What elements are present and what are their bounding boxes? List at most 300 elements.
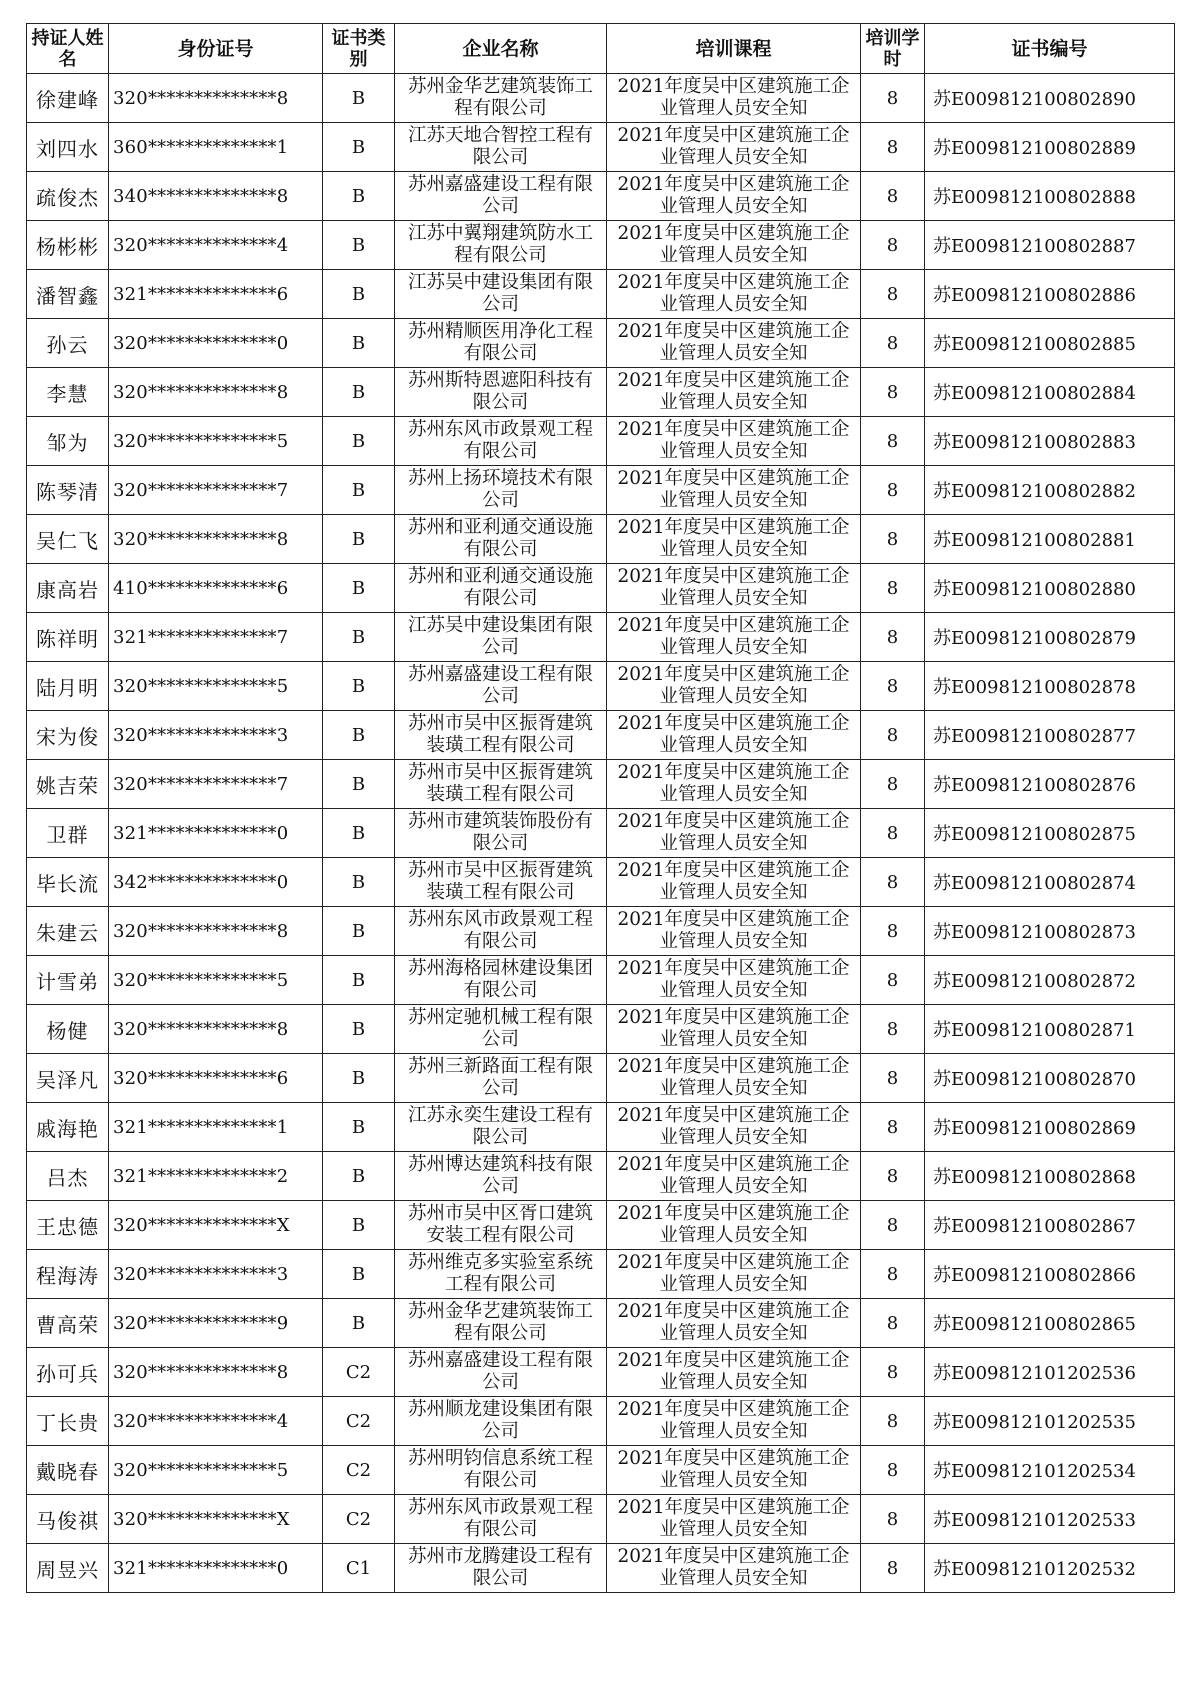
table-row <box>27 1544 1175 1593</box>
company-name-cell <box>395 711 607 760</box>
id-number: 320**************0 <box>113 332 289 354</box>
company-name: 江苏永奕生建设工程有限公司 <box>407 1105 593 1148</box>
id-number: 321**************2 <box>113 1165 289 1187</box>
certificate-type-cell <box>323 172 395 221</box>
holder-name: 周昱兴 <box>36 1557 99 1582</box>
certificate-type-cell <box>323 613 395 662</box>
id-number-cell <box>109 564 323 613</box>
company-name: 苏州顺龙建设集团有限公司 <box>407 1399 593 1442</box>
holder-name: 王忠德 <box>36 1214 99 1239</box>
id-number: 320**************X <box>113 1508 290 1530</box>
certificate-number-cell <box>925 1544 1175 1593</box>
company-name-cell <box>395 1348 607 1397</box>
id-number-cell <box>109 270 323 319</box>
certificate-number-cell <box>925 858 1175 907</box>
holder-name: 疏俊杰 <box>36 185 99 210</box>
holder-name: 朱建云 <box>36 920 99 945</box>
holder-name: 潘智鑫 <box>36 283 99 308</box>
id-number-cell <box>109 123 323 172</box>
certificate-type-cell <box>323 221 395 270</box>
certificate-type-cell <box>323 711 395 760</box>
certificate-number: 苏E009812100802888 <box>933 187 1136 208</box>
training-hours: 8 <box>886 1361 899 1383</box>
table-row <box>27 270 1175 319</box>
holder-name: 陈祥明 <box>36 626 99 651</box>
company-name: 苏州市吴中区振胥建筑装璜工程有限公司 <box>407 762 593 805</box>
holder-name: 计雪弟 <box>36 969 99 994</box>
certificate-number: 苏E009812101202532 <box>933 1559 1136 1580</box>
training-hours: 8 <box>886 1312 899 1334</box>
holder-name: 宋为俊 <box>36 724 99 749</box>
certificate-type: B <box>351 1263 366 1285</box>
training-course: 2021年度吴中区建筑施工企业管理人员安全知 <box>617 1252 850 1295</box>
id-number-cell <box>109 1103 323 1152</box>
table-row <box>27 515 1175 564</box>
training-course-cell <box>607 760 861 809</box>
training-hours: 8 <box>886 528 899 550</box>
training-hours: 8 <box>886 1557 899 1579</box>
header-holder-name: 持证人姓名 <box>27 24 109 74</box>
holder-name-cell <box>27 74 109 123</box>
holder-name-cell <box>27 760 109 809</box>
certificate-type: C2 <box>345 1459 372 1481</box>
table-row <box>27 74 1175 123</box>
holder-name-cell <box>27 1152 109 1201</box>
certificate-number-cell <box>925 270 1175 319</box>
company-name-cell <box>395 1054 607 1103</box>
company-name: 苏州市吴中区胥口建筑安装工程有限公司 <box>407 1203 593 1246</box>
training-hours-cell <box>861 466 925 515</box>
id-number: 320**************3 <box>113 724 289 746</box>
table-row <box>27 907 1175 956</box>
company-name-cell <box>395 613 607 662</box>
training-course-cell <box>607 1446 861 1495</box>
certificate-number-cell <box>925 1299 1175 1348</box>
certificate-type: B <box>351 87 366 109</box>
training-hours: 8 <box>886 920 899 942</box>
certificate-type: C2 <box>345 1361 372 1383</box>
certificate-number-cell <box>925 123 1175 172</box>
company-name-cell <box>395 1544 607 1593</box>
certificate-type: B <box>351 430 366 452</box>
company-name: 苏州市龙腾建设工程有限公司 <box>407 1546 593 1589</box>
id-number-cell <box>109 809 323 858</box>
holder-name: 徐建峰 <box>36 87 99 112</box>
training-course-cell <box>607 515 861 564</box>
certificate-number-cell <box>925 1201 1175 1250</box>
id-number-cell <box>109 956 323 1005</box>
company-name: 苏州上扬环境技术有限公司 <box>407 468 593 511</box>
certificate-roster-table <box>26 23 1175 1593</box>
holder-name: 毕长流 <box>36 871 99 896</box>
holder-name: 曹高荣 <box>36 1312 99 1337</box>
training-course: 2021年度吴中区建筑施工企业管理人员安全知 <box>617 860 850 903</box>
company-name-cell <box>395 1152 607 1201</box>
certificate-number: 苏E009812101202533 <box>933 1510 1136 1531</box>
table-row <box>27 564 1175 613</box>
holder-name-cell <box>27 1348 109 1397</box>
id-number-cell <box>109 368 323 417</box>
training-course: 2021年度吴中区建筑施工企业管理人员安全知 <box>617 958 850 1001</box>
id-number: 320**************8 <box>113 1361 289 1383</box>
company-name: 苏州东风市政景观工程有限公司 <box>407 1497 593 1540</box>
training-course-cell <box>607 711 861 760</box>
training-course: 2021年度吴中区建筑施工企业管理人员安全知 <box>617 223 850 266</box>
training-course-cell <box>607 221 861 270</box>
training-course-cell <box>607 123 861 172</box>
certificate-type-cell <box>323 858 395 907</box>
certificate-number-cell <box>925 1348 1175 1397</box>
certificate-number: 苏E009812100802871 <box>933 1020 1136 1041</box>
id-number: 320**************8 <box>113 528 289 550</box>
certificate-number: 苏E009812100802873 <box>933 922 1136 943</box>
certificate-number-cell <box>925 515 1175 564</box>
certificate-number: 苏E009812100802883 <box>933 432 1136 453</box>
certificate-type: B <box>351 1018 366 1040</box>
training-hours-cell <box>861 711 925 760</box>
certificate-number-cell <box>925 809 1175 858</box>
certificate-number: 苏E009812100802869 <box>933 1118 1136 1139</box>
company-name: 苏州维克多实验室系统工程有限公司 <box>407 1252 593 1295</box>
id-number: 320**************5 <box>113 969 289 991</box>
training-course: 2021年度吴中区建筑施工企业管理人员安全知 <box>617 1399 850 1442</box>
holder-name: 丁长贵 <box>36 1410 99 1435</box>
holder-name: 戴晓春 <box>36 1459 99 1484</box>
certificate-type: B <box>351 528 366 550</box>
certificate-number: 苏E009812100802867 <box>933 1216 1136 1237</box>
training-hours: 8 <box>886 1116 899 1138</box>
holder-name-cell <box>27 270 109 319</box>
training-hours: 8 <box>886 675 899 697</box>
company-name: 苏州精顺医用净化工程有限公司 <box>407 321 593 364</box>
table-row <box>27 760 1175 809</box>
training-course: 2021年度吴中区建筑施工企业管理人员安全知 <box>617 517 850 560</box>
table-row <box>27 809 1175 858</box>
table-row <box>27 368 1175 417</box>
certificate-number: 苏E009812100802866 <box>933 1265 1136 1286</box>
training-course-cell <box>607 564 861 613</box>
id-number: 320**************5 <box>113 430 289 452</box>
holder-name: 吴泽凡 <box>36 1067 99 1092</box>
id-number: 360**************1 <box>113 136 289 158</box>
table-row <box>27 319 1175 368</box>
training-hours-cell <box>861 809 925 858</box>
company-name-cell <box>395 1103 607 1152</box>
certificate-type-cell <box>323 1544 395 1593</box>
company-name-cell <box>395 1201 607 1250</box>
training-course-cell <box>607 417 861 466</box>
id-number: 321**************6 <box>113 283 289 305</box>
company-name-cell <box>395 270 607 319</box>
certificate-type: B <box>351 381 366 403</box>
holder-name-cell <box>27 809 109 858</box>
holder-name-cell <box>27 662 109 711</box>
table-row <box>27 1005 1175 1054</box>
holder-name-cell <box>27 515 109 564</box>
certificate-number: 苏E009812100802876 <box>933 775 1136 796</box>
company-name-cell <box>395 74 607 123</box>
certificate-type-cell <box>323 515 395 564</box>
id-number-cell <box>109 711 323 760</box>
holder-name-cell <box>27 956 109 1005</box>
id-number-cell <box>109 858 323 907</box>
certificate-number-cell <box>925 319 1175 368</box>
certificate-number: 苏E009812101202534 <box>933 1461 1136 1482</box>
holder-name: 吕杰 <box>46 1165 89 1190</box>
table-row <box>27 1054 1175 1103</box>
certificate-type: C1 <box>345 1557 372 1579</box>
certificate-number-cell <box>925 417 1175 466</box>
training-course: 2021年度吴中区建筑施工企业管理人员安全知 <box>617 615 850 658</box>
company-name-cell <box>395 172 607 221</box>
training-hours-cell <box>861 319 925 368</box>
certificate-number-cell <box>925 613 1175 662</box>
training-hours: 8 <box>886 283 899 305</box>
certificate-number-cell <box>925 74 1175 123</box>
training-hours-cell <box>861 907 925 956</box>
training-hours-cell <box>861 74 925 123</box>
training-hours-cell <box>861 1397 925 1446</box>
certificate-type-cell <box>323 809 395 858</box>
company-name: 苏州嘉盛建设工程有限公司 <box>407 1350 593 1393</box>
id-number: 320**************8 <box>113 381 289 403</box>
id-number-cell <box>109 1544 323 1593</box>
training-course: 2021年度吴中区建筑施工企业管理人员安全知 <box>617 909 850 952</box>
training-hours: 8 <box>886 1214 899 1236</box>
training-course-cell <box>607 466 861 515</box>
holder-name-cell <box>27 172 109 221</box>
company-name-cell <box>395 564 607 613</box>
id-number-cell <box>109 74 323 123</box>
company-name: 江苏吴中建设集团有限公司 <box>407 272 593 315</box>
table-row <box>27 466 1175 515</box>
certificate-number-cell <box>925 368 1175 417</box>
training-hours: 8 <box>886 185 899 207</box>
holder-name-cell <box>27 221 109 270</box>
id-number: 320**************8 <box>113 87 289 109</box>
training-course-cell <box>607 270 861 319</box>
table-row <box>27 1201 1175 1250</box>
training-course: 2021年度吴中区建筑施工企业管理人员安全知 <box>617 811 850 854</box>
holder-name: 陈琴清 <box>36 479 99 504</box>
id-number: 320**************3 <box>113 1263 289 1285</box>
training-hours-cell <box>861 172 925 221</box>
id-number-cell <box>109 1397 323 1446</box>
header-training-hours: 培训学时 <box>861 24 925 74</box>
certificate-number-cell <box>925 564 1175 613</box>
training-hours: 8 <box>886 332 899 354</box>
id-number: 320**************5 <box>113 675 289 697</box>
holder-name-cell <box>27 1250 109 1299</box>
certificate-type-cell <box>323 123 395 172</box>
holder-name: 姚吉荣 <box>36 773 99 798</box>
training-hours: 8 <box>886 479 899 501</box>
holder-name-cell <box>27 466 109 515</box>
training-hours-cell <box>861 368 925 417</box>
table-row <box>27 123 1175 172</box>
company-name-cell <box>395 760 607 809</box>
holder-name-cell <box>27 1005 109 1054</box>
training-course: 2021年度吴中区建筑施工企业管理人员安全知 <box>617 1301 850 1344</box>
certificate-type: B <box>351 1165 366 1187</box>
training-course: 2021年度吴中区建筑施工企业管理人员安全知 <box>617 370 850 413</box>
holder-name-cell <box>27 1544 109 1593</box>
company-name: 苏州和亚利通交通设施有限公司 <box>407 566 593 609</box>
certificate-number-cell <box>925 1005 1175 1054</box>
header-training-course: 培训课程 <box>607 24 861 74</box>
header-company-name: 企业名称 <box>395 24 607 74</box>
certificate-number: 苏E009812100802890 <box>933 89 1136 110</box>
id-number-cell <box>109 1348 323 1397</box>
certificate-number: 苏E009812100802885 <box>933 334 1136 355</box>
id-number-cell <box>109 466 323 515</box>
id-number: 320**************8 <box>113 1018 289 1040</box>
training-hours: 8 <box>886 626 899 648</box>
training-course: 2021年度吴中区建筑施工企业管理人员安全知 <box>617 174 850 217</box>
training-course-cell <box>607 1054 861 1103</box>
table-row <box>27 221 1175 270</box>
company-name-cell <box>395 1250 607 1299</box>
company-name-cell <box>395 1495 607 1544</box>
id-number: 320**************7 <box>113 479 289 501</box>
certificate-number-cell <box>925 1397 1175 1446</box>
training-course-cell <box>607 662 861 711</box>
training-hours: 8 <box>886 87 899 109</box>
training-hours: 8 <box>886 969 899 991</box>
certificate-number: 苏E009812100802879 <box>933 628 1136 649</box>
certificate-type: B <box>351 626 366 648</box>
id-number-cell <box>109 1152 323 1201</box>
id-number: 320**************4 <box>113 234 289 256</box>
company-name-cell <box>395 515 607 564</box>
training-course: 2021年度吴中区建筑施工企业管理人员安全知 <box>617 1007 850 1050</box>
company-name-cell <box>395 368 607 417</box>
company-name: 苏州市吴中区振胥建筑装璜工程有限公司 <box>407 860 593 903</box>
company-name: 苏州三新路面工程有限公司 <box>407 1056 593 1099</box>
training-hours-cell <box>861 1005 925 1054</box>
id-number-cell <box>109 319 323 368</box>
certificate-type: B <box>351 1214 366 1236</box>
table-body <box>27 74 1175 1593</box>
certificate-type: B <box>351 136 366 158</box>
holder-name-cell <box>27 1201 109 1250</box>
certificate-number: 苏E009812100802881 <box>933 530 1136 551</box>
certificate-number-cell <box>925 907 1175 956</box>
certificate-number: 苏E009812100802868 <box>933 1167 1136 1188</box>
id-number: 321**************1 <box>113 1116 289 1138</box>
training-hours-cell <box>861 1250 925 1299</box>
training-course: 2021年度吴中区建筑施工企业管理人员安全知 <box>617 1105 850 1148</box>
certificate-type: B <box>351 920 366 942</box>
company-name: 苏州和亚利通交通设施有限公司 <box>407 517 593 560</box>
training-course: 2021年度吴中区建筑施工企业管理人员安全知 <box>617 566 850 609</box>
table-row <box>27 1348 1175 1397</box>
certificate-type: B <box>351 1116 366 1138</box>
certificate-type: C2 <box>345 1508 372 1530</box>
id-number-cell <box>109 1495 323 1544</box>
training-hours: 8 <box>886 234 899 256</box>
training-course-cell <box>607 74 861 123</box>
certificate-number-cell <box>925 1152 1175 1201</box>
training-course: 2021年度吴中区建筑施工企业管理人员安全知 <box>617 1154 850 1197</box>
table-row <box>27 1103 1175 1152</box>
training-course: 2021年度吴中区建筑施工企业管理人员安全知 <box>617 321 850 364</box>
training-hours: 8 <box>886 724 899 746</box>
training-course-cell <box>607 1103 861 1152</box>
header-row <box>27 24 1175 74</box>
certificate-type-cell <box>323 1054 395 1103</box>
certificate-type: B <box>351 1067 366 1089</box>
id-number: 320**************X <box>113 1214 290 1236</box>
certificate-number: 苏E009812100802878 <box>933 677 1136 698</box>
holder-name-cell <box>27 1299 109 1348</box>
training-course: 2021年度吴中区建筑施工企业管理人员安全知 <box>617 1497 850 1540</box>
holder-name-cell <box>27 1054 109 1103</box>
table-row <box>27 858 1175 907</box>
training-course-cell <box>607 858 861 907</box>
id-number-cell <box>109 760 323 809</box>
id-number-cell <box>109 172 323 221</box>
certificate-number: 苏E009812100802877 <box>933 726 1136 747</box>
certificate-type-cell <box>323 270 395 319</box>
certificate-type: B <box>351 234 366 256</box>
training-course: 2021年度吴中区建筑施工企业管理人员安全知 <box>617 1203 850 1246</box>
training-course: 2021年度吴中区建筑施工企业管理人员安全知 <box>617 1448 850 1491</box>
training-course: 2021年度吴中区建筑施工企业管理人员安全知 <box>617 664 850 707</box>
training-hours: 8 <box>886 1018 899 1040</box>
certificate-type-cell <box>323 1446 395 1495</box>
certificate-number-cell <box>925 172 1175 221</box>
certificate-type-cell <box>323 417 395 466</box>
training-hours-cell <box>861 1446 925 1495</box>
training-course-cell <box>607 1544 861 1593</box>
holder-name: 康高岩 <box>36 577 99 602</box>
training-course: 2021年度吴中区建筑施工企业管理人员安全知 <box>617 713 850 756</box>
training-course-cell <box>607 1005 861 1054</box>
company-name-cell <box>395 858 607 907</box>
company-name: 苏州嘉盛建设工程有限公司 <box>407 174 593 217</box>
training-hours: 8 <box>886 871 899 893</box>
company-name-cell <box>395 956 607 1005</box>
table-row <box>27 1250 1175 1299</box>
id-number: 320**************9 <box>113 1312 289 1334</box>
holder-name-cell <box>27 613 109 662</box>
table-row <box>27 956 1175 1005</box>
certificate-type-cell <box>323 1201 395 1250</box>
certificate-number-cell <box>925 760 1175 809</box>
training-hours-cell <box>861 270 925 319</box>
holder-name: 戚海艳 <box>36 1116 99 1141</box>
training-hours: 8 <box>886 1508 899 1530</box>
certificate-type-cell <box>323 1103 395 1152</box>
holder-name: 杨健 <box>46 1018 89 1043</box>
id-number: 342**************0 <box>113 871 289 893</box>
training-hours-cell <box>861 1054 925 1103</box>
certificate-type-cell <box>323 760 395 809</box>
company-name: 苏州明钧信息系统工程有限公司 <box>407 1448 593 1491</box>
holder-name: 李慧 <box>46 381 89 406</box>
certificate-type: B <box>351 675 366 697</box>
table-row <box>27 1299 1175 1348</box>
training-course: 2021年度吴中区建筑施工企业管理人员安全知 <box>617 1056 850 1099</box>
certificate-type-cell <box>323 74 395 123</box>
id-number-cell <box>109 1005 323 1054</box>
header-id-number: 身份证号 <box>109 24 323 74</box>
id-number: 340**************8 <box>113 185 289 207</box>
id-number: 320**************8 <box>113 920 289 942</box>
id-number-cell <box>109 662 323 711</box>
table-row <box>27 1152 1175 1201</box>
